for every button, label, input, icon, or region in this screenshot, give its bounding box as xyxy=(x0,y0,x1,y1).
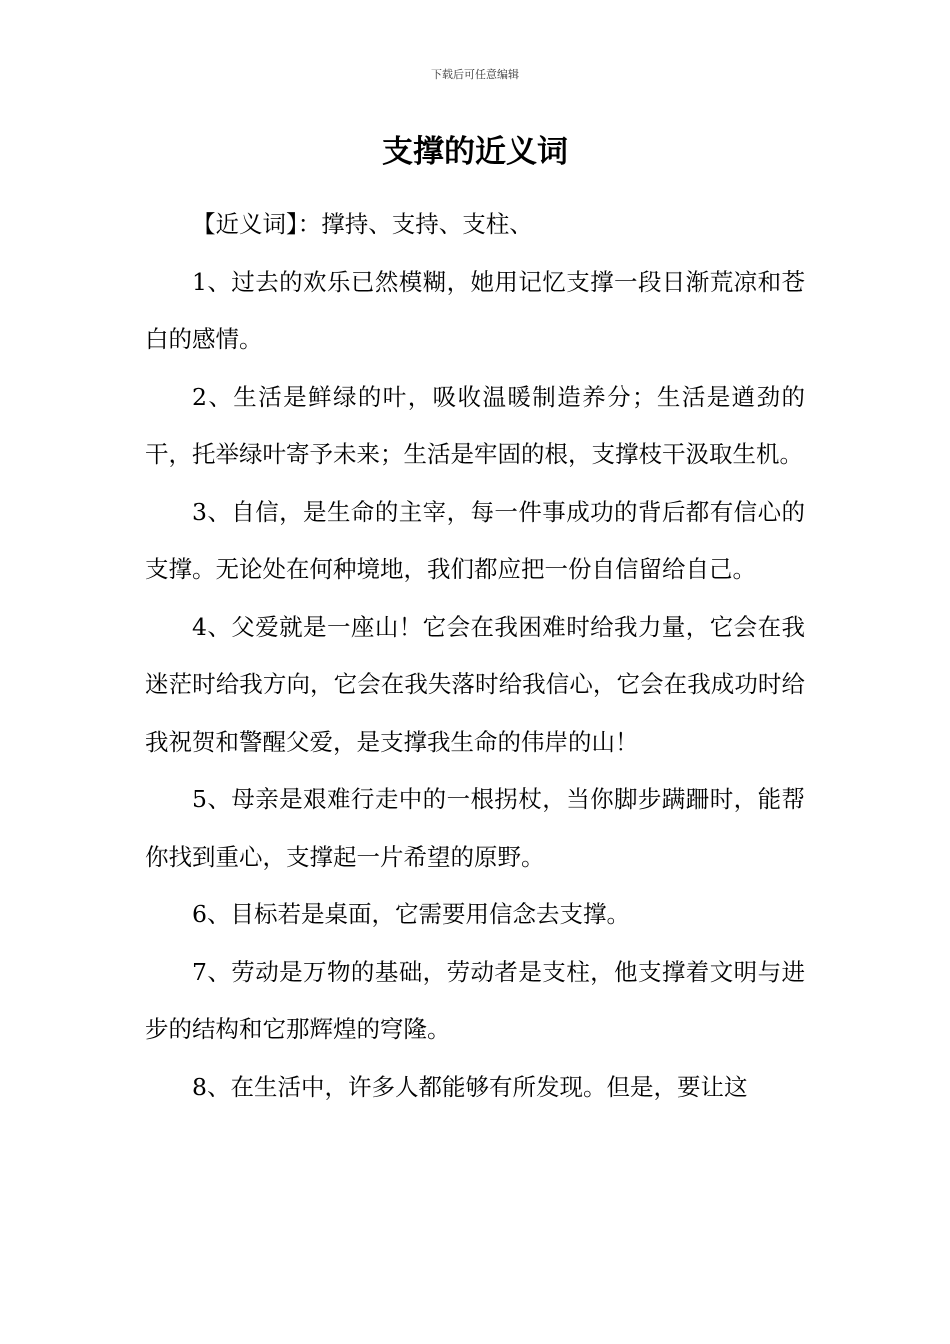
example-sentence-6: 6、目标若是桌面，它需要用信念去支撑。 xyxy=(192,900,630,928)
example-sentence-5: 5、母亲是艰难行走中的一根拐杖，当你脚步蹒跚时，能帮你找到重心，支撑起一片希望的原野。 xyxy=(145,785,805,871)
example-sentence-4: 4、父爱就是一座山！它会在我困难时给我力量，它会在我迷茫时给我方向，它会在我失落时给我信心，它会在我成功时给我祝贺和警醒父爱，是支撑我生命的伟岸的山！ xyxy=(145,612,805,756)
example-sentence-3: 3、自信，是生命的主宰，每一件事成功的背后都有信心的支撑。无论处在何种境地，我们都应把一份自信留给自己。 xyxy=(145,497,805,583)
header-note: 下载后可任意编辑 xyxy=(431,68,519,81)
example-sentence-2: 2、生活是鲜绿的叶，吸收温暖制造养分；生活是遒劲的干，托举绿叶寄予未来；生活是牢固的根，支撑枝干汲取生机。 xyxy=(145,382,805,468)
document-body xyxy=(145,196,805,1116)
example-sentence-1: 1、过去的欢乐已然模糊，她用记忆支撑一段日渐荒凉和苍白的感情。 xyxy=(145,267,805,353)
example-sentence-8: 8、在生活中，许多人都能够有所发现。但是，要让这 xyxy=(192,1072,748,1101)
example-sentence-7: 7、劳动是万物的基础，劳动者是支柱，他支撑着文明与进步的结构和它那辉煌的穹隆。 xyxy=(145,957,805,1043)
document-title: 支撑的近义词 xyxy=(382,134,568,170)
synonyms-line: 【近义词】：撑持、支持、支柱、 xyxy=(192,210,533,238)
